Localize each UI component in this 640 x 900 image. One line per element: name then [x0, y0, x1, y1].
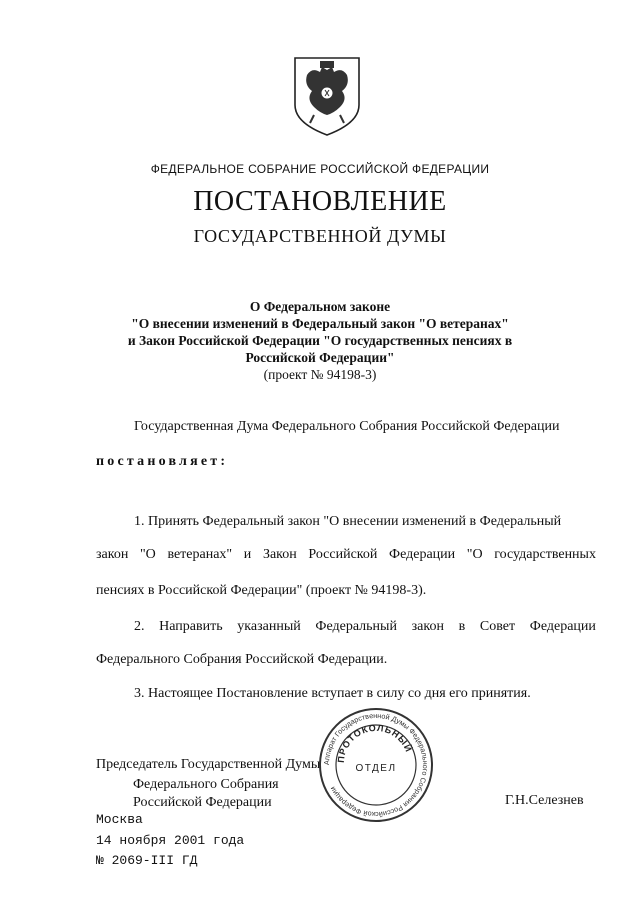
footer-date: 14 ноября 2001 года — [96, 833, 245, 848]
item2-line2: Федерального Собрания Российской Федерации. — [96, 652, 388, 667]
word: закон — [411, 619, 444, 634]
document-subject — [110, 298, 530, 383]
signature-position-line2: Федерального Собрания — [133, 777, 279, 792]
word: Федеральный — [315, 619, 397, 634]
subject-line: О Федеральном законе — [249, 299, 391, 314]
word: Совет — [479, 619, 516, 634]
word: Федерации — [389, 547, 456, 562]
signer-name: Г.Н.Селезнев — [505, 793, 584, 808]
item1-line3: пенсиях в Российской Федерации" (проект № 94198-3). — [96, 583, 427, 598]
footer-number: № 2069-III ГД — [96, 853, 198, 868]
subject-line: Российской Федерации" — [245, 350, 395, 365]
word: "О — [139, 547, 156, 562]
organization-name: ФЕДЕРАЛЬНОЕ СОБРАНИЕ РОССИЙСКОЙ ФЕДЕРАЦИИ — [150, 162, 490, 176]
word: 2. — [134, 619, 145, 634]
intro-text: Государственная Дума Федерального Собрания Российской Федерации — [134, 419, 560, 434]
stamp-inner-top: ПРОТОКОЛЬНЫЙ — [335, 722, 414, 764]
word: ветеранах" — [167, 547, 233, 562]
item1-line2 — [96, 547, 596, 563]
decree-word: постановляет: — [96, 454, 229, 469]
word: Направить — [159, 619, 223, 634]
word: Российской — [308, 547, 378, 562]
subject-line: и Закон Российской Федерации "О государственных пенсиях в — [127, 333, 513, 348]
document-issuer: ГОСУДАРСТВЕННОЙ ДУМЫ — [193, 226, 447, 246]
signature-position-line3: Российской Федерации — [133, 795, 272, 810]
word: "О — [466, 547, 483, 562]
word: государственных — [494, 547, 596, 562]
item2-line1 — [134, 619, 596, 635]
word: в — [458, 619, 466, 634]
signature-position-line1: Председатель Государственной Думы — [96, 757, 321, 772]
word: указанный — [237, 619, 301, 634]
word: закон — [96, 547, 129, 562]
stamp-inner-center: ОТДЕЛ — [355, 763, 397, 774]
stamp-ring-text: Аппарат Государственной Думы Федерального Собрания Российской Федерации — [321, 710, 431, 820]
footer-city: Москва — [96, 812, 143, 827]
subject-line: "О внесении изменений в Федеральный закон "О ветеранах" — [131, 316, 509, 331]
word: и — [243, 547, 252, 562]
project-number: (проект № 94198-3) — [263, 367, 377, 382]
word: Закон — [262, 547, 297, 562]
item1-line1: 1. Принять Федеральный закон "О внесении изменений в Федеральный — [134, 514, 562, 529]
coat-of-arms-icon — [292, 55, 362, 137]
word: Федерации — [529, 619, 596, 634]
official-stamp — [316, 705, 436, 825]
item3: 3. Настоящее Постановление вступает в силу со дня его принятия. — [134, 686, 531, 701]
document-title: ПОСТАНОВЛЕНИЕ — [193, 186, 447, 217]
